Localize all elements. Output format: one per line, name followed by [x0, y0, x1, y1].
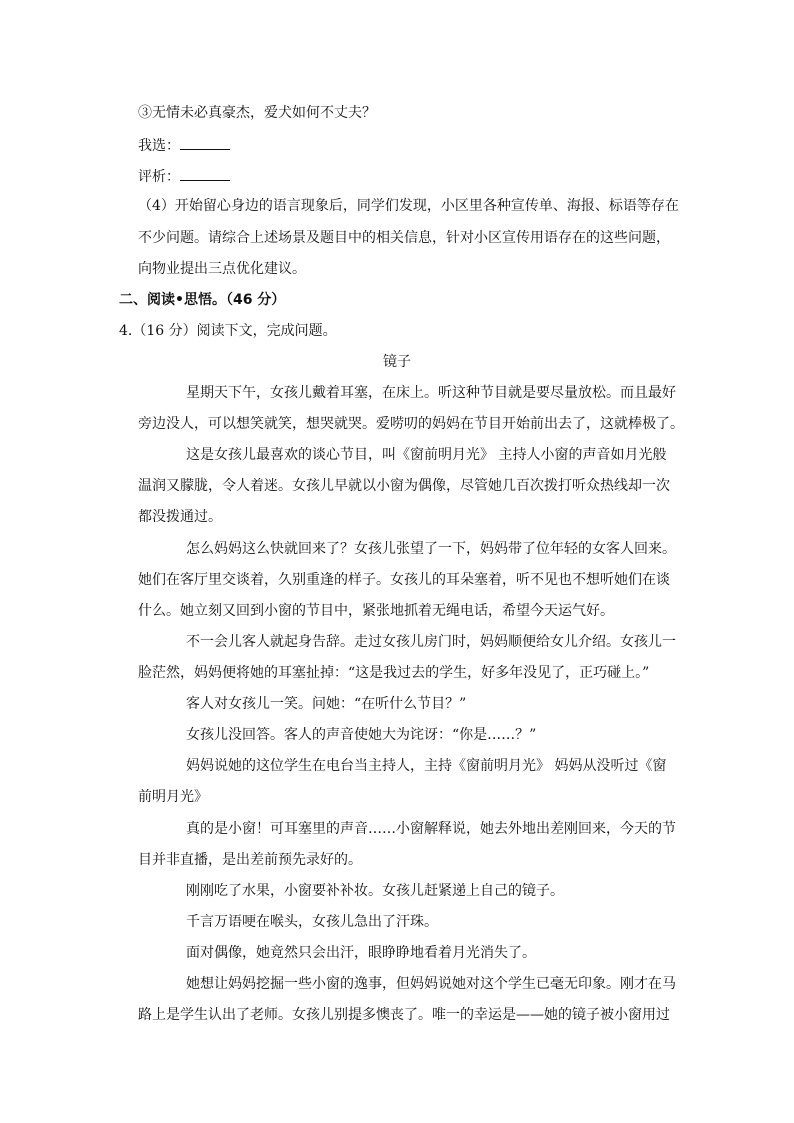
story-line: 前明月光》 [138, 789, 208, 805]
q4-line: 不少问题。请综合上述场景及题目中的相关信息，针对小区宣传用语存在的这些问题， [138, 230, 670, 246]
story-line: 她想让妈妈挖掘一些小窗的逸事，但妈妈说她对这个学生已毫无印象。刚才在马 [186, 976, 676, 992]
choose-answer-blank [180, 135, 230, 150]
story-line: 目并非直播，是出差前预先录好的。 [138, 852, 362, 868]
comment-answer-blank [180, 166, 230, 181]
comment-label: 评析： [138, 169, 180, 185]
story-line: 客人对女孩儿一笑。问她：“在听什么节目？” [186, 696, 467, 712]
story-line: 路上是学生认出了老师。女孩儿别提多懊丧了。唯一的幸运是——她的镜子被小窗用过 [138, 1007, 670, 1023]
comment-line [138, 166, 230, 186]
story-line: 女孩儿没回答。客人的声音使她大为诧讶：“你是……？” [186, 727, 537, 743]
story-line: 都没拨通过。 [138, 509, 222, 525]
story-line: 她们在客厅里交谈着，久别重逢的样子。女孩儿的耳朵塞着，听不见也不想听她们在谈 [138, 572, 670, 588]
story-line: 旁边没人，可以想笑就笑，想哭就哭。爱唠叨的妈妈在节目开始前出去了，这就棒极了。 [138, 416, 684, 432]
choose-label: 我选： [138, 138, 180, 154]
story-line: 星期天下午，女孩儿戴着耳塞，在床上。听这种节目就是要尽量放松。而且最好 [186, 385, 676, 401]
story-line: 不一会儿客人就起身告辞。走过女孩儿房门时，妈妈顺便给女儿介绍。女孩儿一 [186, 634, 676, 650]
q4-line: （4）开始留心身边的语言现象后，同学们发现，小区里各种宣传单、海报、标语等存在 [138, 198, 679, 214]
story-line: 面对偶像，她竟然只会出汗，眼睁睁地看着月光消失了。 [186, 945, 536, 961]
item-3-text: ③无情未必真豪杰，爱犬如何不丈夫？ [138, 105, 376, 121]
story-line: 脸茫然，妈妈便将她的耳塞扯掉：“这是我过去的学生，好多年没见了，正巧碰上。” [138, 665, 650, 681]
story-title: 镜子 [383, 354, 411, 370]
q4-line: 向物业提出三点优化建议。 [138, 261, 306, 277]
story-line: 温润又朦胧，令人着迷。女孩儿早就以小窗为偶像，尽管她几百次拨打听众热线却一次 [138, 478, 670, 494]
question-4-prompt: 4.（16 分）阅读下文，完成问题。 [119, 323, 337, 339]
story-line: 千言万语哽在喉头，女孩儿急出了汗珠。 [186, 914, 438, 930]
story-line: 什么。她立刻又回到小窗的节目中，紧张地抓着无绳电话，希望今天运气好。 [138, 603, 614, 619]
story-line: 怎么妈妈这么快就回来了？女孩儿张望了一下，妈妈带了位年轻的女客人回来。 [186, 541, 676, 557]
story-line: 真的是小窗！可耳塞里的声音……小窗解释说，她去外地出差刚回来，今天的节 [186, 821, 676, 837]
story-line: 妈妈说她的这位学生在电台当主持人，主持《窗前明月光》 妈妈从没听过《窗 [186, 758, 667, 774]
section-heading: 二、阅读•思悟。（46 分） [119, 292, 286, 308]
story-line: 这是女孩儿最喜欢的谈心节目，叫《窗前明月光》 主持人小窗的声音如月光般 [186, 447, 667, 463]
story-line: 刚刚吃了水果，小窗要补补妆。女孩儿赶紧递上自己的镜子。 [186, 883, 564, 899]
choose-line [138, 135, 230, 155]
